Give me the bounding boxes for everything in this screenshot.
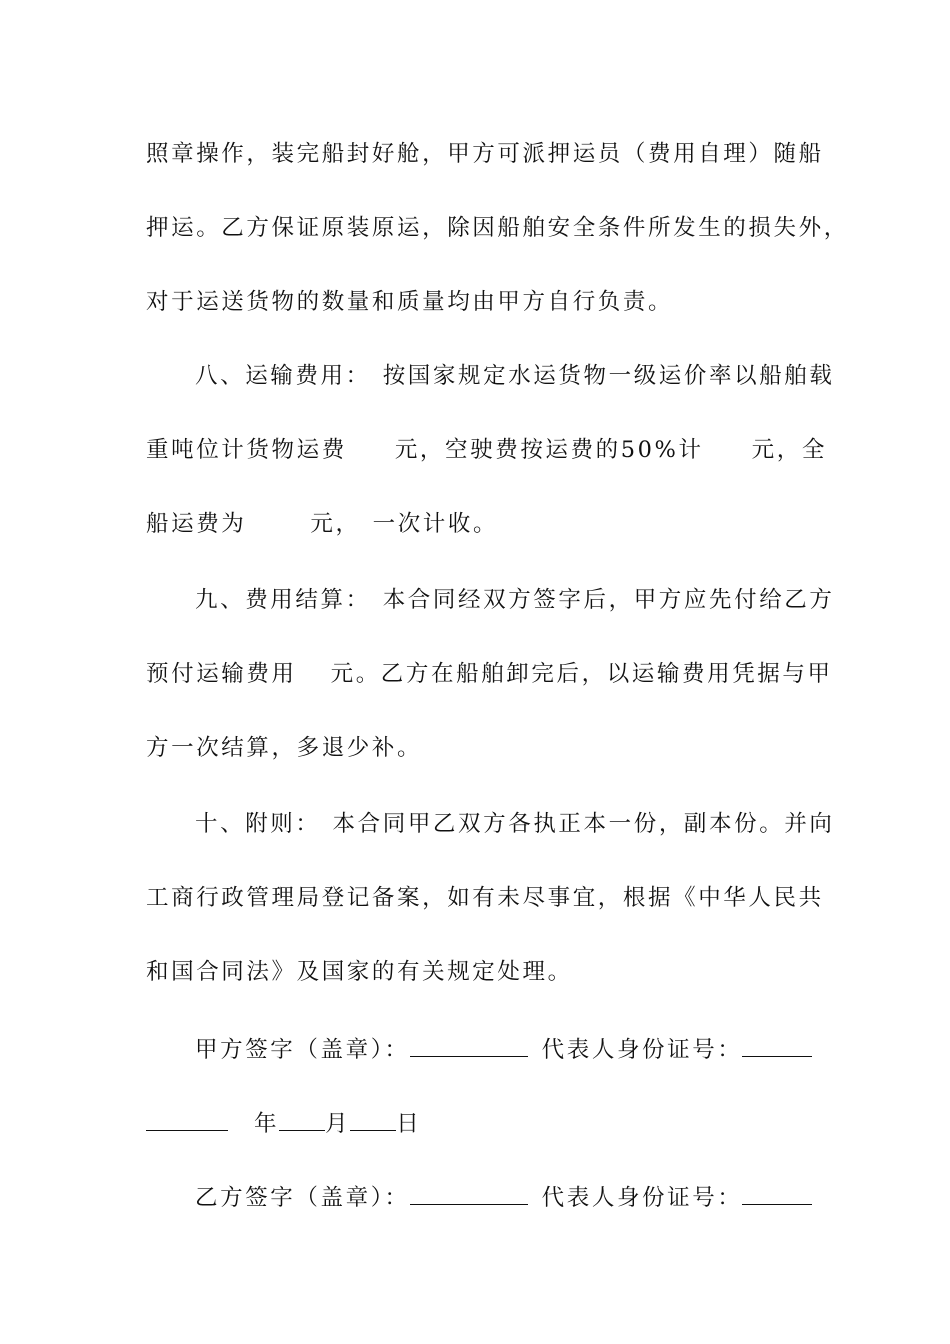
clause-8-heading: 八、运输费用： [195,363,371,389]
paragraph-line [146,509,826,539]
paragraph-line: 照章操作，装完船封好舱，甲方可派押运员（费用自理）随船 [146,141,824,167]
paragraph-line [146,659,833,689]
clause-10-line [195,809,875,839]
rep-id-label: 代表人身份证号： [541,1037,743,1063]
year-label: 年 [254,1111,280,1137]
clause-8-line [195,361,875,391]
freight-text: 元， [310,511,361,537]
paragraph-line: 对于运送货物的数量和质量均由甲方自行负责。 [146,289,674,315]
freight-text: 船运费为 [146,511,247,537]
party-a-signature-line [195,1035,875,1065]
month-label: 月 [325,1111,351,1137]
settlement-text: 元。乙方在船舶卸完后，以运输费用凭据与甲 [330,661,833,687]
clause-8-text: 按国家规定水运货物一级运价率以船舶载 [382,363,835,389]
rep-id-blank [742,1184,812,1205]
clause-9-heading: 九、费用结算： [195,587,371,613]
clause-9-line [195,585,875,615]
paragraph-line: 押运。乙方保证原装原运，除因船舶安全条件所发生的损失外， [146,215,849,241]
clause-10-text: 本合同甲乙双方各执正本一份，副本份。并向 [332,811,835,837]
rep-id-blank [742,1036,812,1057]
paragraph-line: 和国合同法》及国家的有关规定处理。 [146,959,573,985]
rep-id-blank-continued [146,1110,228,1131]
paragraph-line [146,435,826,465]
date-line [146,1109,826,1139]
freight-text: 元，空驶费按运费的50%计 [394,437,704,463]
rep-id-label: 代表人身份证号： [541,1185,743,1211]
party-b-signature-line [195,1183,875,1213]
clause-9-text: 本合同经双方签字后，甲方应先付给乙方 [382,587,835,613]
paragraph-line: 工商行政管理局登记备案，如有未尽事宜，根据《中华人民共 [146,885,824,911]
party-a-signature-blank [410,1036,528,1057]
freight-text: 元，全 [751,437,827,463]
freight-text: 重吨位计货物运费 [146,437,347,463]
paragraph-line: 方一次结算，多退少补。 [146,735,423,761]
settlement-text: 预付运输费用 [146,661,297,687]
clause-10-heading: 十、附则： [195,811,321,837]
party-b-signature-blank [410,1184,528,1205]
party-b-label: 乙方签字（盖章）： [195,1185,410,1211]
month-blank [279,1110,325,1131]
day-blank [350,1110,396,1131]
freight-text: 一次计收。 [372,511,499,537]
party-a-label: 甲方签字（盖章）： [195,1037,410,1063]
day-label: 日 [396,1111,422,1137]
